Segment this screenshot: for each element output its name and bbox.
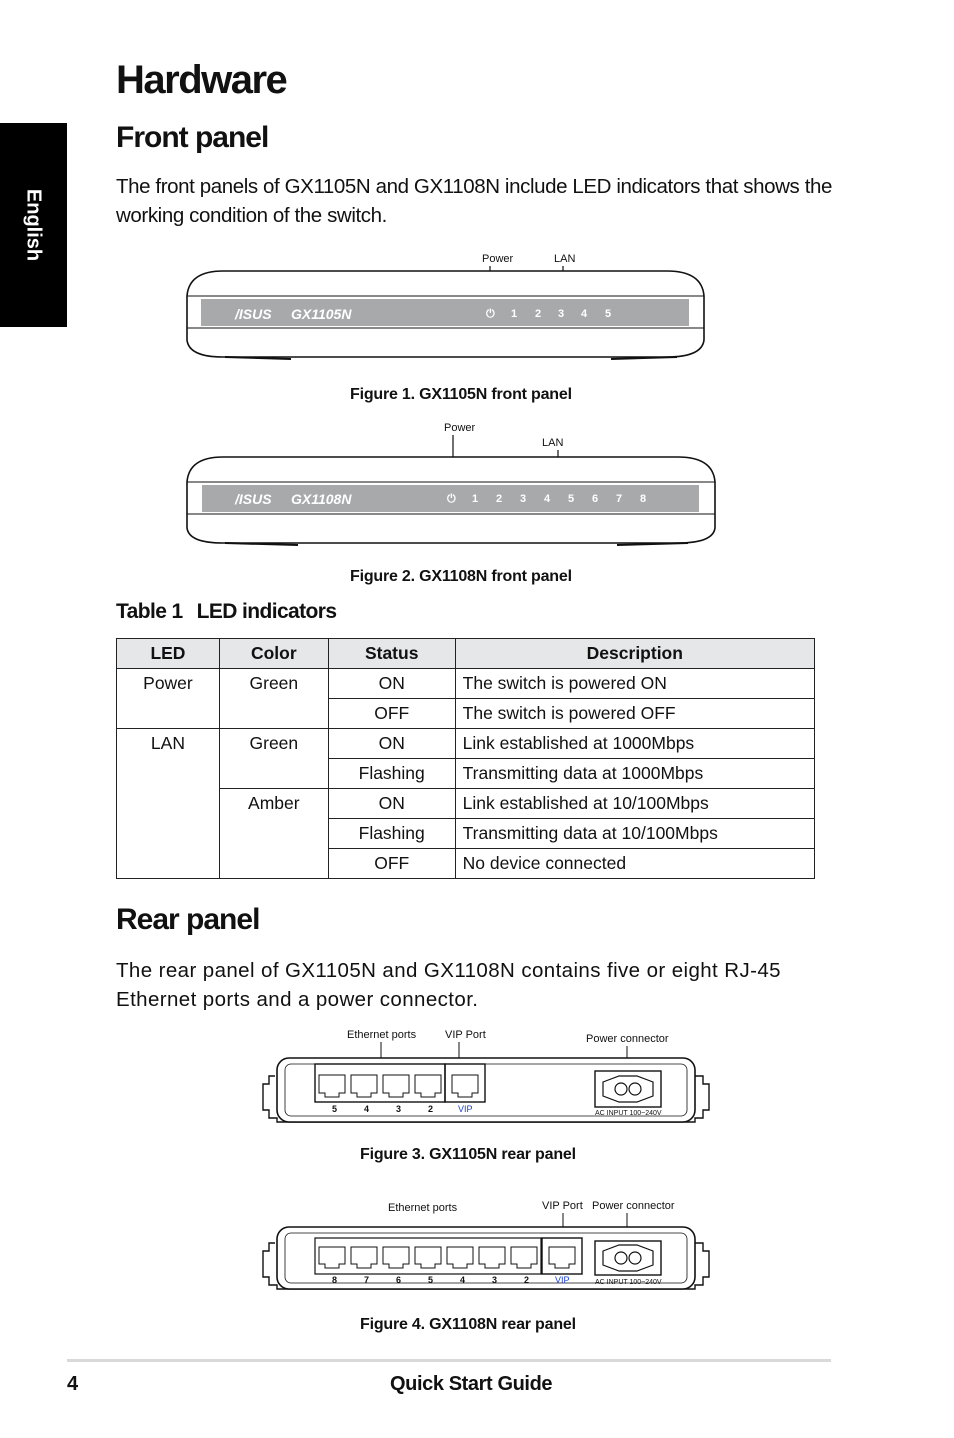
figure-3-caption: Figure 3. GX1105N rear panel [360,1146,576,1163]
led-label: 5 [568,493,575,505]
led-label: 8 [640,493,647,505]
language-tab-label: English [22,188,45,262]
port-number: 2 [428,1104,434,1114]
cell-status: ON [328,669,455,699]
led-label: 1 [511,308,518,320]
cell-status: OFF [328,699,455,729]
port-number: 3 [396,1104,402,1114]
callout-power-connector: Power connector [586,1033,669,1045]
header-status: Status [328,639,455,669]
led-label: 7 [616,493,623,505]
cell-led: Power [117,669,220,729]
led-label: 1 [472,493,479,505]
led-label: 2 [496,493,503,505]
callout-power: Power [444,422,476,434]
callout-vip-port: VIP Port [542,1200,583,1212]
ac-input-label: AC INPUT 100~240V [595,1279,662,1286]
port-number: 6 [396,1275,402,1285]
cell-status: OFF [328,849,455,879]
rear-panel-paragraph-line2: Ethernet ports and a power connector. [116,988,479,1011]
cell-color: Green [219,669,328,729]
led-label: 2 [535,308,542,320]
cell-description: Link established at 1000Mbps [455,729,814,759]
port-number: 5 [332,1104,338,1114]
figure-gx1108n-front [183,420,718,550]
port-number: 8 [332,1275,338,1285]
cell-color: Green [219,729,328,789]
callout-power: Power [482,253,514,265]
table-name: LED indicators [196,600,337,623]
model-label: GX1108N [291,491,352,507]
header-led: LED [117,639,220,669]
callout-ethernet-ports: Ethernet ports [347,1029,417,1041]
rear-panel-heading: Rear panel [116,903,260,936]
cell-color: Amber [219,789,328,879]
cell-status: Flashing [328,819,455,849]
front-panel-paragraph: The front panels of GX1105N and GX1108N include LED indicators that shows the working condition of the switch. [116,175,832,227]
figure-2-caption: Figure 2. GX1108N front panel [350,568,572,585]
cell-description: Transmitting data at 10/100Mbps [455,819,814,849]
led-label: 5 [605,308,612,320]
cell-status: ON [328,729,455,759]
power-symbol-icon: ⏻ [486,308,495,320]
cell-description: The switch is powered ON [455,669,814,699]
table-title [116,600,336,624]
callout-ethernet-ports: Ethernet ports [388,1202,458,1214]
asus-logo: /ISUS [235,306,272,322]
cell-led: LAN [117,729,220,879]
callout-lan: LAN [542,437,564,449]
language-tab [0,123,67,327]
rear-panel-paragraph-line1: The rear panel of GX1105N and GX1108N contains five or eight RJ-45 [116,959,781,982]
cell-description: Transmitting data at 1000Mbps [455,759,814,789]
led-label: 6 [592,493,599,505]
rear-panel-paragraph [116,956,832,1014]
asus-logo: /ISUS [235,491,272,507]
footer-divider [67,1359,831,1362]
model-label: GX1105N [291,306,352,322]
cell-description: The switch is powered OFF [455,699,814,729]
cell-status: Flashing [328,759,455,789]
table-row [117,729,815,759]
page-number: 4 [67,1373,79,1395]
ac-input-label: AC INPUT 100~240V [595,1110,662,1117]
callout-lan: LAN [554,253,576,265]
led-label: 3 [558,308,565,320]
figure-gx1105n-front [183,250,708,362]
cell-status: ON [328,789,455,819]
port-number: 4 [460,1275,466,1285]
led-indicators-table [116,638,815,879]
table-row [117,669,815,699]
figure-gx1105n-rear [255,1026,715,1134]
header-description: Description [455,639,814,669]
callout-power-connector: Power connector [592,1200,675,1212]
port-number: 3 [492,1275,498,1285]
cell-description: Link established at 10/100Mbps [455,789,814,819]
led-label: 4 [581,308,588,320]
table-header-row [117,639,815,669]
figure-1-caption: Figure 1. GX1105N front panel [350,386,572,403]
guide-title: Quick Start Guide [390,1373,553,1395]
vip-label: VIP [458,1104,473,1114]
led-label: 3 [520,493,527,505]
table-number: Table 1 [116,600,183,623]
header-color: Color [219,639,328,669]
front-panel-heading: Front panel [116,121,269,154]
figure-4-caption: Figure 4. GX1108N rear panel [360,1316,576,1333]
vip-label: VIP [555,1275,570,1285]
port-number: 5 [428,1275,434,1285]
port-number: 2 [524,1275,530,1285]
led-label: 4 [544,493,551,505]
cell-description: No device connected [455,849,814,879]
port-number: 4 [364,1104,370,1114]
port-number: 7 [364,1275,370,1285]
table-row [117,789,815,819]
page-title: Hardware [116,58,287,102]
callout-vip-port: VIP Port [445,1029,486,1041]
figure-gx1108n-rear [255,1197,715,1305]
power-symbol-icon: ⏻ [447,493,456,505]
